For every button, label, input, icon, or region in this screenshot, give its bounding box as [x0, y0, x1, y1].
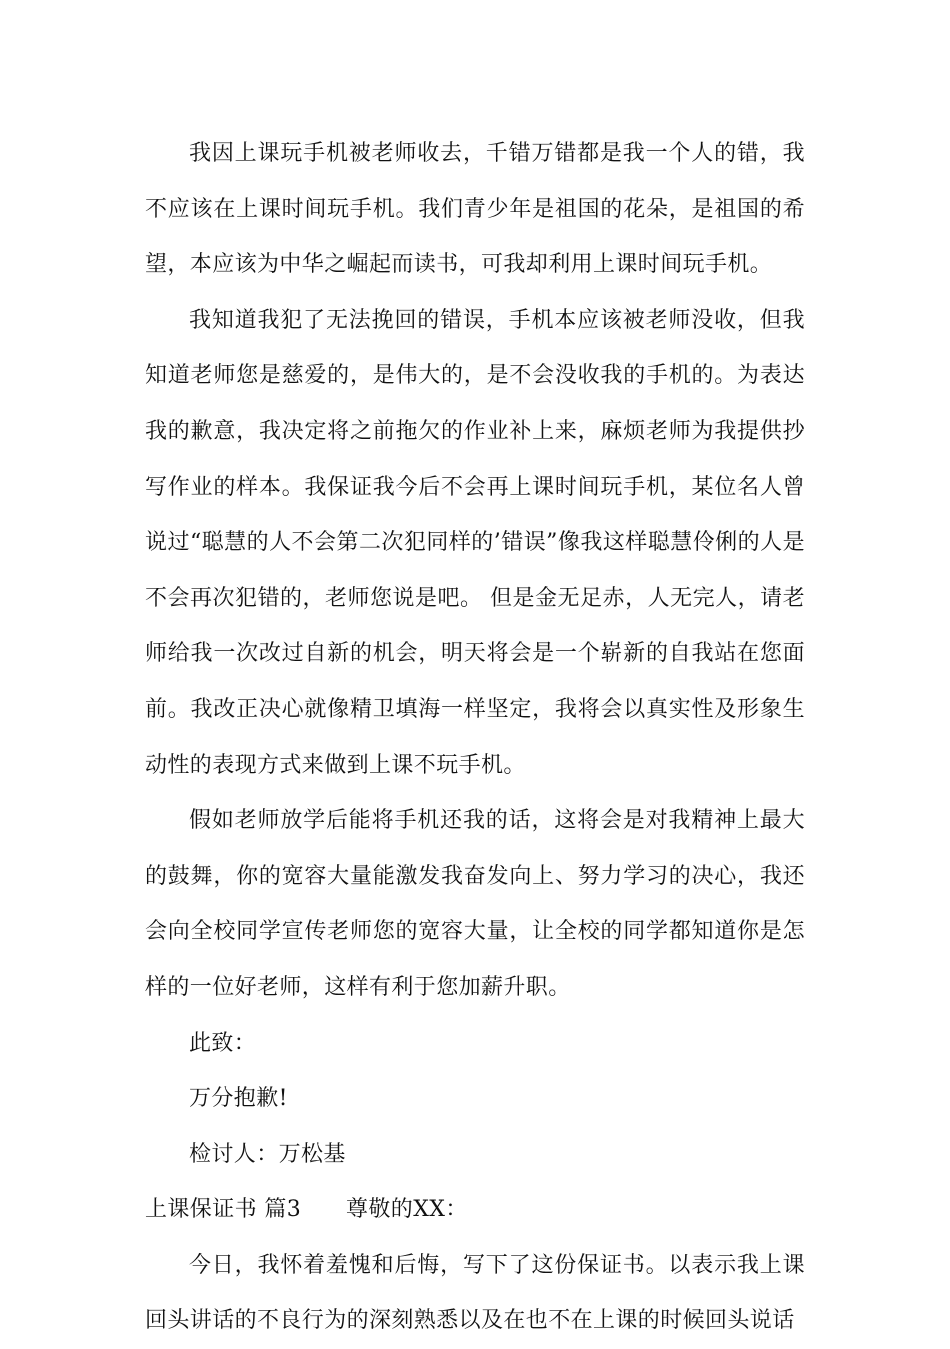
- closing-line: 此致：: [189, 1030, 257, 1056]
- apology-line: 万分抱歉!: [189, 1086, 288, 1112]
- paragraph-next-letter: 今日，我怀着羞愧和后悔，写下了这份保证书。以表示我上课回头讲话的不良行为的深刻熟悉以及在也不在上课的时候回头说话: [145, 1252, 805, 1334]
- paragraph-phone-confession: 我因上课玩手机被老师收去，千错万错都是我一个人的错，我不应该在上课时间玩手机。我们青少年是祖国的花朵，是祖国的希望，本应该为中华之崛起而读书，可我却利用上课时间玩手机。: [145, 141, 805, 278]
- document-body: [145, 126, 805, 1349]
- paragraph-request: 假如老师放学后能将手机还我的话，这将会是对我精神上最大的鼓舞，你的宽容大量能激发我奋发向上、努力学习的决心，我还会向全校同学宣传老师您的宽容大量，让全校的同学都知道你是怎样的一位好老师，这样有利于您加薪升职。: [145, 808, 805, 1000]
- signature-line: 检讨人：万松基: [189, 1141, 346, 1167]
- section-heading: 上课保证书 篇3 尊敬的XX：: [145, 1197, 468, 1223]
- paragraph-promise: 我知道我犯了无法挽回的错误，手机本应该被老师没收，但我知道老师您是慈爱的，是伟大的，是不会没收我的手机的。为表达我的歉意，我决定将之前拖欠的作业补上来，麻烦老师为我提供抄写作业的样本。我保证我今后不会再上课时间玩手机，某位名人曾说过“聪慧的人不会第二次犯同样的’错误”像我这样聪慧伶俐的人是不会再次犯错的，老师您说是吧。 但是金无足赤，人无完人，请老师给我一次改过自新的机会，明天将会是一个崭新的自我站在您面前。我改正决心就像精卫填海一样坚定，我将会以真实性及形象生动性的表现方式来做到上课不玩手机。: [145, 307, 805, 778]
